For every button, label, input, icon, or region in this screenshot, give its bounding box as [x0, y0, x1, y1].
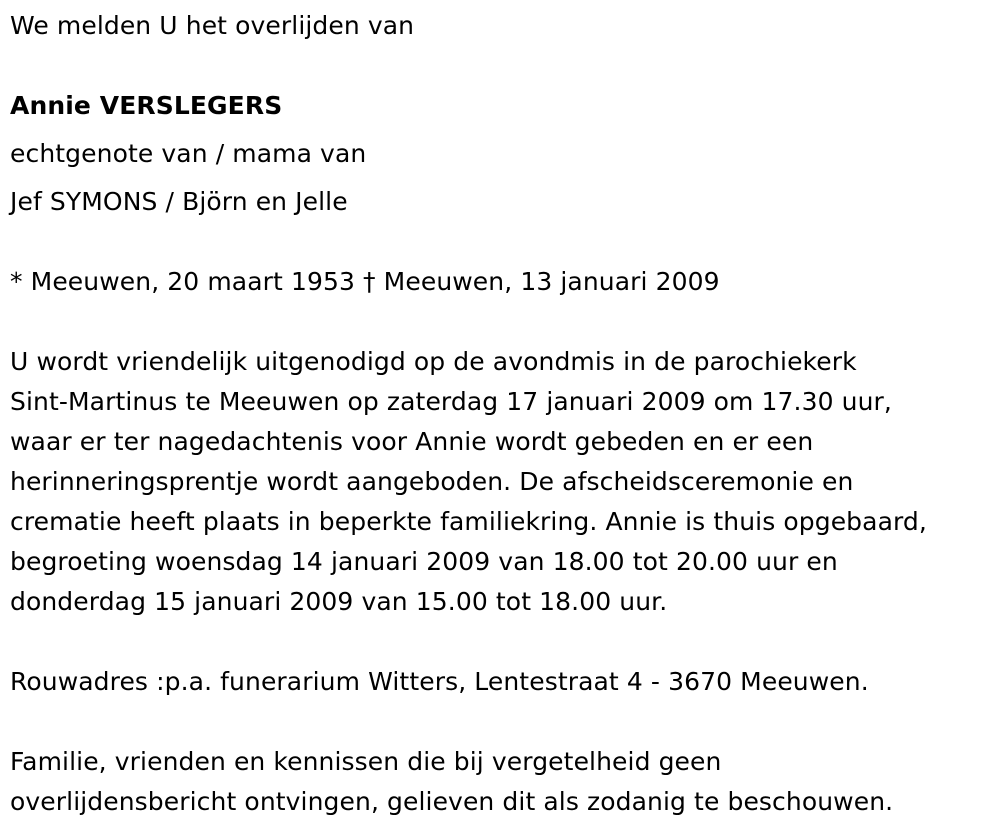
- relatives-text: Jef SYMONS / Björn en Jelle: [10, 187, 348, 216]
- closing-line-2: overlijdensbericht ontvingen, gelieven dit als zodanig te beschouwen.: [10, 787, 894, 816]
- invitation-line-7: donderdag 15 januari 2009 van 15.00 tot 18.00 uur.: [10, 587, 668, 616]
- invitation-line-6: begroeting woensdag 14 januari 2009 van 18.00 tot 20.00 uur en: [10, 547, 838, 576]
- invitation-line-2: Sint-Martinus te Meeuwen op zaterdag 17 januari 2009 om 17.30 uur,: [10, 387, 892, 416]
- deceased-name: Annie VERSLEGERS: [10, 91, 283, 120]
- invitation-line-5: crematie heeft plaats in beperkte familiekring. Annie is thuis opgebaard,: [10, 507, 927, 536]
- invitation-line-4: herinneringsprentje wordt aangeboden. De afscheidsceremonie en: [10, 467, 854, 496]
- invitation-line-3: waar er ter nagedachtenis voor Annie wordt gebeden en er een: [10, 427, 814, 456]
- invitation-line-1: U wordt vriendelijk uitgenodigd op de avondmis in de parochiekerk: [10, 347, 857, 376]
- birth-death-line: * Meeuwen, 20 maart 1953 † Meeuwen, 13 januari 2009: [10, 267, 720, 296]
- intro-text: We melden U het overlijden van: [10, 11, 415, 40]
- address-line: Rouwadres :p.a. funerarium Witters, Lentestraat 4 - 3670 Meeuwen.: [10, 667, 869, 696]
- closing-line-1: Familie, vrienden en kennissen die bij vergetelheid geen: [10, 747, 722, 776]
- relation-text: echtgenote van / mama van: [10, 139, 367, 168]
